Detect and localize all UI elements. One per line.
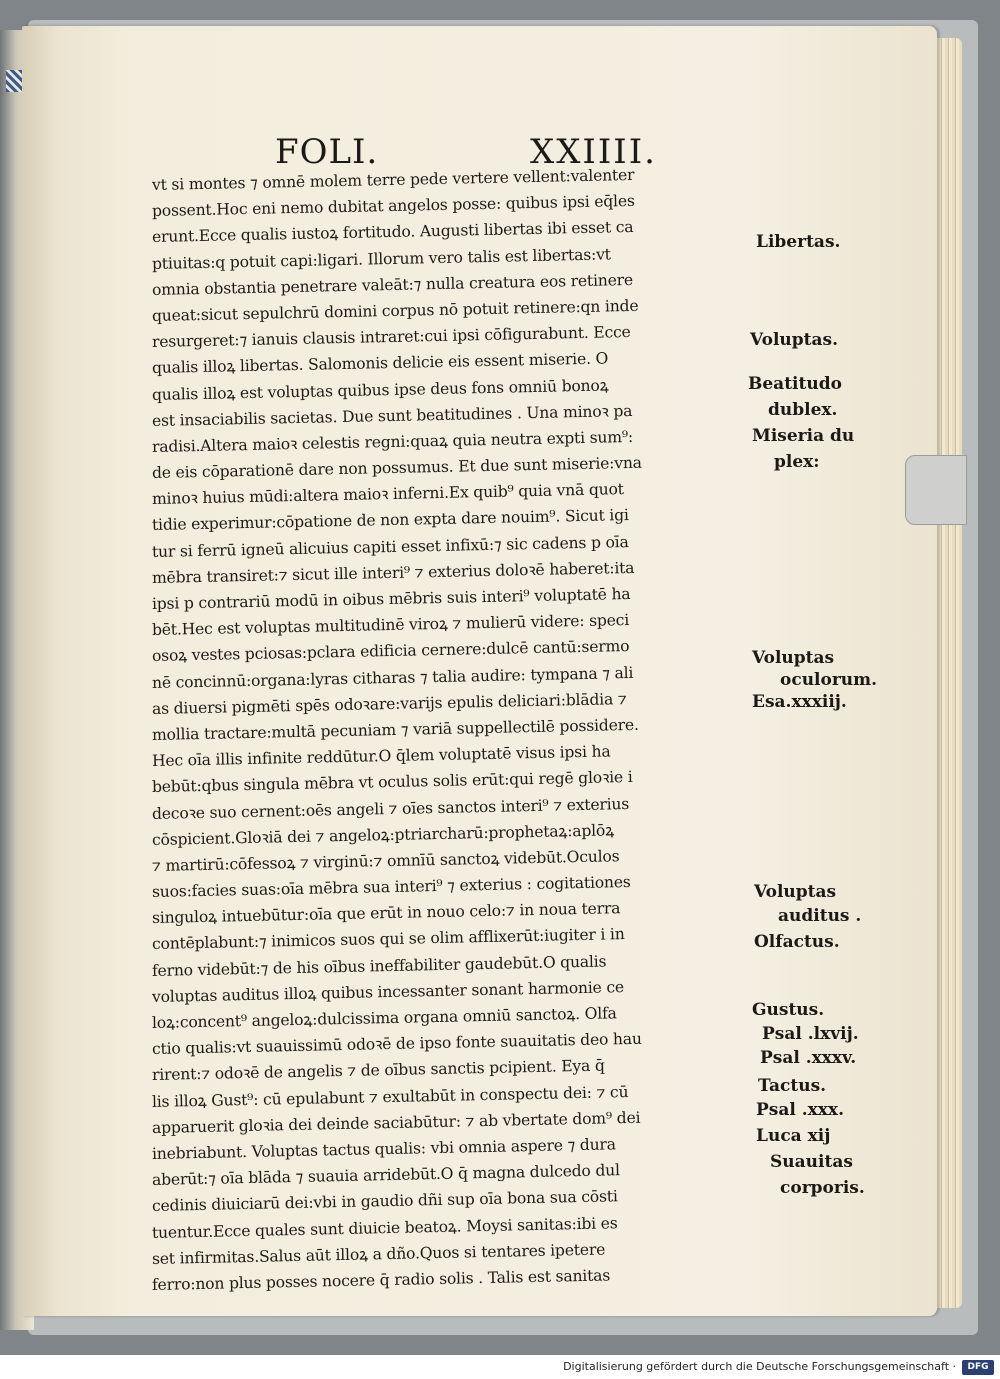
text-line: queat:sicut sepulchrū domini corpus nō potuit retinere:qn inde (151, 296, 639, 325)
text-line: tuentur.Ecce quales sunt diuicie beatoꝝ. Moysi sanitas:ibi es (151, 1213, 618, 1242)
text-line: set infirmitas.Salus aūt illoꝝ a dño.Quos si tentares ipetere (151, 1240, 606, 1268)
text-line: tur si ferrū igneū alicuius capiti esset infixū:⁊ sic cadens p oīa (151, 532, 629, 561)
marginal-note: Voluptas. (750, 330, 839, 350)
folio-label: FOLI. (275, 132, 379, 172)
text-body (151, 165, 742, 1298)
text-line: ipsi p contrariū modū in oibus mēbris suis interi⁹ voluptatē ha (151, 584, 631, 613)
marginal-note: Psal .xxxv. (760, 1048, 857, 1068)
text-line: mēbra transiret:⁊ sicut ille interi⁹ ⁊ exterius doloꝛē haberet:ita (151, 558, 635, 587)
text-line: cōspicient.Gloꝛiā dei ⁊ angeloꝝ:ptriarcharū:prophetaꝝ:aplōꝝ (151, 821, 615, 849)
text-line: erunt.Ecce qualis iustoꝝ fortitudo. Augusti libertas ibi esset ca (151, 218, 634, 247)
marginal-note: Beatitudo (748, 374, 842, 394)
text-line: minoꝛ huius mūdi:altera maioꝛ inferni.Ex quib⁹ quia vnā quot (151, 480, 624, 509)
text-line: inebriabunt. Voluptas tactus qualis: vbi omnia aspere ⁊ dura (151, 1135, 616, 1163)
marginal-note: Voluptas (754, 882, 837, 902)
text-line: bēt.Hec est voluptas multitudinē viroꝝ ⁊ mulierū videre: speci (151, 611, 630, 640)
text-line: osoꝝ vestes pciosas:pclara edificia cernere:dulcē cantū:sermo (151, 637, 630, 666)
text-line: ptiuitas:q potuit capi:ligari. Illorum vero talis est libertas:vt (151, 244, 611, 273)
marginal-note: plex: (774, 452, 820, 472)
text-line: mollia tractare:multā pecuniam ⁊ variā suppellectilē possidere. (151, 715, 639, 744)
text-line: decoꝛe suo cernent:oēs angeli ⁊ oīes sanctos interi⁹ ⁊ exterius (151, 794, 630, 823)
text-line: cedinis diuiciarū dei:vbi in gaudio dñi sup oīa bona sua cōsti (151, 1187, 618, 1216)
text-line: de eis cōparationē dare non possumus. Et due sunt miserie:vna (151, 453, 642, 483)
marginal-note: Suauitas (770, 1152, 853, 1172)
text-line: Hec oīa illis infinite reddūtur.O q̄lem voluptatē visus ipsi ha (151, 742, 611, 771)
text-line: qualis illoꝝ est voluptas quibus ipse deus fons omniū bonoꝝ (151, 375, 609, 404)
text-line: singuloꝝ intuebūtur:oīa que erūt in nouo celo:⁊ in noua terra (151, 899, 621, 928)
text-line: possent.Hoc eni nemo dubitat angelos posse: quibus ipsi eq̄les (151, 192, 635, 221)
text-line: qualis illoꝝ libertas. Salomonis delicie eis essent miserie. O (151, 349, 609, 378)
footer-bar (0, 1357, 1000, 1379)
text-line: contēplabunt:⁊ inimicos suos qui se olim afflixerūt:iugiter i in (151, 925, 625, 954)
text-line: nē concinnū:organa:lyras citharas ⁊ talia audire: tympana ⁊ ali (151, 663, 634, 692)
text-line: omnia obstantia penetrare valeāt:⁊ nulla creatura eos retinere (151, 270, 634, 299)
book-clasp-tab (905, 455, 967, 525)
text-line: suos:facies suas:oīa mēbra sua interi⁹ ⁊ exterius : cogitationes (151, 873, 631, 902)
marginal-note: corporis. (780, 1178, 865, 1198)
text-line: loꝝ:concent⁹ angeloꝝ:dulcissima organa omniū sanctoꝝ. Olfa (151, 1004, 617, 1032)
text-line: resurgeret:⁊ ianuis clausis intraret:cui ipsi cōfigurabunt. Ecce (151, 323, 631, 352)
text-line: voluptas auditus illoꝝ quibus incessanter sonant harmonie ce (151, 977, 625, 1006)
marginal-note: Luca xij (756, 1126, 831, 1146)
text-line: as diuersi pigmēti spēs odoꝛare:varijs epulis deliciari:blādia ⁊ (151, 689, 627, 718)
marginal-note: oculorum. (780, 670, 878, 690)
marginal-note: Libertas. (756, 232, 841, 252)
marginal-note: dublex. (768, 400, 838, 420)
dfg-logo: DFG (962, 1360, 994, 1375)
text-line: ctio qualis:vt suauissimū odoꝛē de ipso fonte suauitatis deo hau (151, 1029, 642, 1059)
marginal-note: Voluptas (752, 648, 835, 668)
text-line: est insaciabilis sacietas. Due sunt beatitudines . Una minoꝛ pa (151, 401, 633, 430)
text-line: aberūt:⁊ oīa blāda ⁊ suauia arridebūt.O q̄ magna dulcedo dul (151, 1161, 620, 1190)
text-line: tidie experimur:cōpatione de non expta dare nouim⁹. Sicut igi (151, 506, 629, 535)
text-line: ⁊ martirū:cōfessoꝝ ⁊ virginū:⁊ omnīū sanctoꝝ videbūt.Oculos (151, 847, 620, 875)
marginal-note: Tactus. (758, 1076, 827, 1096)
text-line: bebūt:qbus singula mēbra vt oculus solis erūt:qui regē gloꝛie i (151, 768, 633, 797)
funding-credit: Digitalisierung gefördert durch die Deutsche Forschungsgemeinschaft · (563, 1360, 956, 1373)
folio-number: XXIIII. (530, 132, 657, 172)
marginal-note: Psal .xxx. (756, 1100, 844, 1120)
marginal-note: Miseria du (752, 426, 855, 446)
marginal-note: Olfactus. (754, 932, 840, 952)
marginal-note: auditus . (778, 906, 862, 926)
marginal-note: Psal .lxvij. (762, 1024, 859, 1044)
text-line: ferno videbūt:⁊ de his oībus ineffabiliter gaudebūt.O qualis (151, 952, 607, 980)
text-line: apparuerit gloꝛia dei deinde saciabūtur: ⁊ ab vbertate dom⁹ dei (151, 1108, 641, 1137)
marginal-note: Gustus. (752, 1000, 825, 1020)
text-line: lis illoꝝ Gust⁹: cū epulabunt ⁊ exultabūt in conspectu dei: ⁊ cū (151, 1082, 629, 1111)
text-line: radisi.Altera maioꝛ celestis regni:quaꝝ quia neutra expti sum⁹: (151, 427, 634, 456)
marginal-note: Esa.xxxiij. (752, 692, 847, 712)
text-line: vt si montes ⁊ omnē molem terre pede vertere vellent:valenter (151, 165, 635, 194)
text-line: ferro:non plus posses nocere q̄ radio solis . Talis est sanitas (151, 1266, 611, 1294)
text-line: rirent:⁊ odoꝛē de angelis ⁊ de oībus sanctis pcipient. Eya q̄ (151, 1056, 605, 1085)
